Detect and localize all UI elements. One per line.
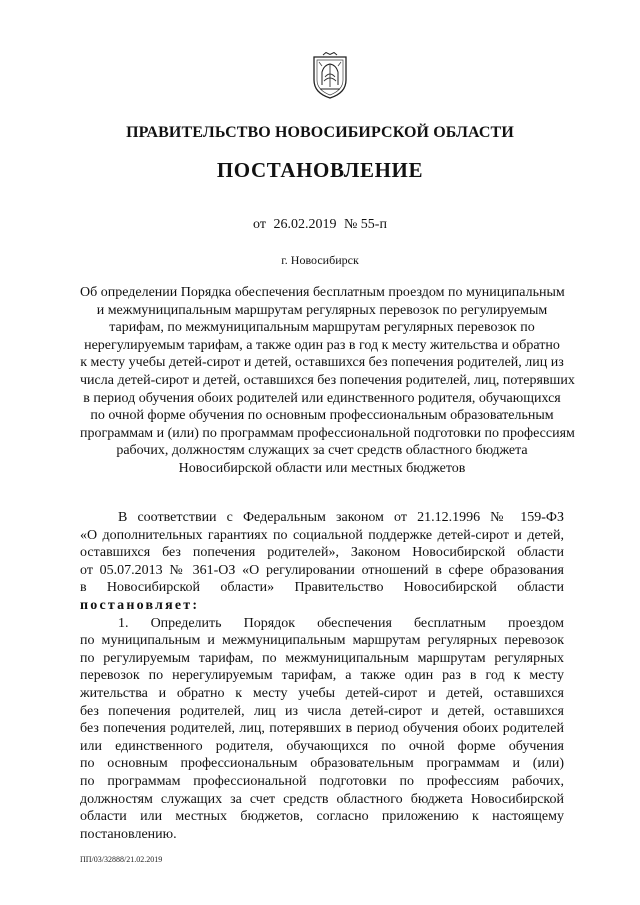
title-line: в период обучения обоих родителей или единственного родителя, обучающихся: [83, 390, 561, 406]
title-line: нерегулируемым тарифам, а также один раз в год к месту жительства и обратно: [84, 337, 560, 353]
title-line: Об определении Порядка обеспечения бесплатным проездом по муниципальным: [80, 285, 565, 300]
title-line: рабочих, должностям служащих за счет средств областного бюджета: [116, 443, 528, 459]
document-title: [80, 284, 575, 478]
preamble-line: В соответствии с Федеральным законом от 21.12.1996 № 159-ФЗ: [118, 510, 564, 525]
date-prefix: от: [253, 217, 266, 232]
item-line: по муниципальным и межмуниципальным маршрутам регулярных перевозок: [80, 633, 564, 649]
item-line: по основным профессиональным образовательным программам и (или): [80, 756, 564, 772]
title-line: числа детей-сирот и детей, оставшихся без попечения родителей, лиц, потерявших: [80, 372, 575, 388]
item-line: без попечения родителей, лиц, потерявших в период обучения обоих родителей: [80, 721, 564, 737]
item-line: 1. Определить Порядок обеспечения бесплатным проездом: [118, 615, 564, 631]
item-line: должностям служащих за счет средств областного бюджета Новосибирской: [80, 791, 564, 807]
item-line: без попечения родителей, лиц из числа детей-сирот и детей, оставшихся: [80, 703, 564, 719]
item-line: постановлению.: [80, 826, 177, 842]
item-line: области или местных бюджетов, согласно приложению к настоящему: [80, 809, 564, 825]
title-line: программам и (или) по программам профессиональной подготовки по профессиям: [80, 425, 575, 441]
title-line: к месту учебы детей-сирот и детей, оставшихся без попечения родителей, лиц из: [80, 355, 564, 371]
title-line: тарифам, по межмуниципальным маршрутам регулярных перевозок по: [109, 320, 535, 336]
title-line: и межмуниципальным маршрутам регулярных перевозок по регулируемым: [96, 302, 548, 318]
preamble-line: «О дополнительных гарантиях по социальной поддержке детей-сирот и детей,: [80, 527, 564, 543]
document-body: [80, 509, 564, 843]
city: г. Новосибирск: [281, 253, 359, 267]
item-line: или единственного родителя, обучающихся по очной форме обучения: [80, 738, 564, 754]
preamble-line: оставшихся без попечения родителей», Законом Новосибирской области: [80, 545, 564, 561]
preamble-line: от 05.07.2013 № 361-ОЗ «О регулировании отношений в сфере образования: [80, 562, 564, 578]
item-line: по программам профессиональной подготовки по профессиям рабочих,: [80, 773, 564, 789]
novosibirsk-coat-of-arms-icon: [311, 52, 349, 100]
document-number: № 55-п: [343, 217, 387, 232]
preamble-line: в Новосибирской области» Правительство Новосибирской области: [80, 580, 564, 596]
government-name: ПРАВИТЕЛЬСТВО НОВОСИБИРСКОЙ ОБЛАСТИ: [126, 124, 514, 141]
item-line: по регулируемым тарифам, по межмуниципальным маршрутам регулярных: [80, 650, 564, 666]
item-line: перевозок по нерегулируемым тарифам, а также один раз в год к месту: [80, 668, 564, 684]
title-line: по очной форме обучения по основным профессиональным образовательным: [90, 408, 554, 424]
date-number-line: [0, 217, 640, 233]
title-line: Новосибирской области или местных бюджетов: [178, 460, 466, 476]
document-type: ПОСТАНОВЛЕНИЕ: [216, 158, 424, 182]
document-date: 26.02.2019: [273, 217, 337, 232]
document-footer-code: ПП/03/32888/21.02.2019: [80, 855, 163, 864]
resolves-keyword: постановляет:: [80, 597, 200, 613]
item-line: жительства и обратно к месту учебы детей-сирот и детей, оставшихся: [80, 685, 564, 701]
